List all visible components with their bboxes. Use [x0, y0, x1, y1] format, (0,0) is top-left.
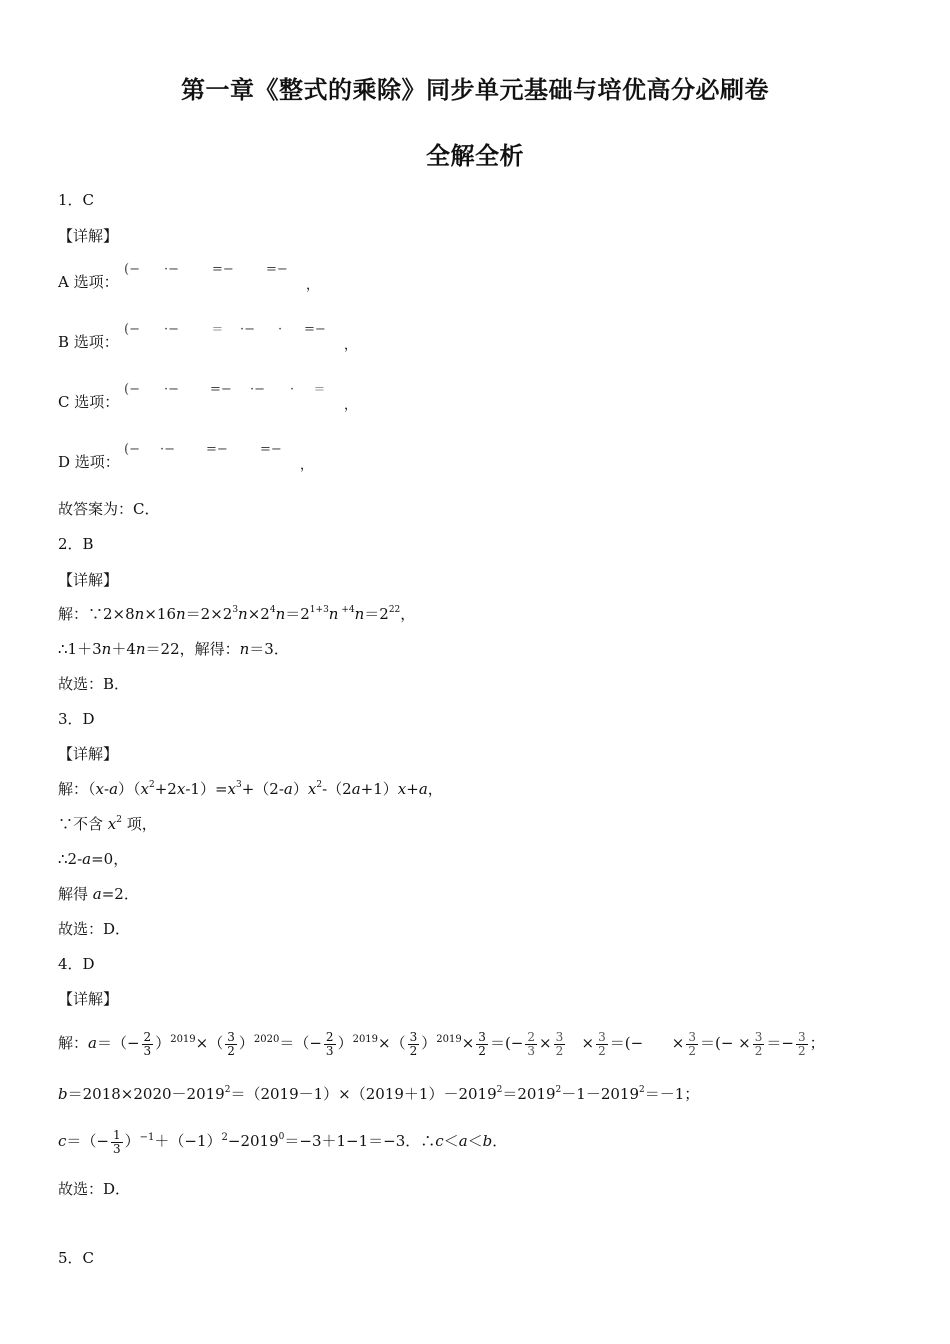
q4-solution-c: c＝（− $\frac{1}{3}$ ）$^{-1}+(-1)^2-2019^0=-3+1-1=-3$．∴c＜a＜b．	[58, 1127, 508, 1156]
q1-option-a-label: A 选项：	[58, 273, 119, 291]
q4-heading: 4．D	[58, 955, 95, 973]
q3-solution-line-4: 解得 a=2．	[58, 885, 139, 903]
formula-fragment: ·−	[250, 382, 266, 397]
formula-fragment: ·−	[160, 442, 176, 457]
q4-detail-label: 【详解】	[58, 990, 119, 1008]
formula-fragment: ，	[344, 398, 358, 413]
formula-fragment: =−	[210, 382, 232, 397]
q1-conclusion: 故答案为：C．	[58, 500, 160, 518]
formula-fragment: ，	[344, 338, 358, 353]
q1-option-d-label: D 选项：	[58, 453, 120, 471]
formula-fragment: ·−	[164, 382, 180, 397]
q2-conclusion: 故选：B．	[58, 675, 130, 693]
formula-fragment: (−	[124, 262, 140, 277]
formula-fragment: (−	[124, 382, 140, 397]
formula-fragment: ，	[306, 278, 320, 293]
document-subtitle: 全解全析	[426, 142, 524, 170]
formula-fragment: ·−	[164, 322, 180, 337]
formula-fragment: (−	[124, 442, 140, 457]
document-title: 第一章《整式的乘除》同步单元基础与培优高分必刷卷	[181, 76, 769, 104]
q3-conclusion: 故选：D．	[58, 920, 131, 938]
formula-fragment: ·	[278, 322, 283, 337]
q3-heading: 3．D	[58, 710, 95, 728]
q1-detail-label: 【详解】	[58, 227, 119, 245]
q1-option-c-label: C 选项：	[58, 393, 120, 411]
q1-option-b-label: B 选项：	[58, 333, 119, 351]
q2-solution-line-2: ∴1＋3n＋4n＝22，解得：n＝3．	[58, 640, 289, 658]
formula-fragment: =	[212, 322, 223, 337]
formula-fragment: (−	[124, 322, 140, 337]
q5-heading: 5．C	[58, 1249, 95, 1267]
formula-fragment: ·	[290, 382, 295, 397]
formula-fragment: =	[314, 382, 325, 397]
formula-fragment: =−	[206, 442, 228, 457]
formula-fragment: =−	[304, 322, 326, 337]
formula-fragment: ·−	[164, 262, 180, 277]
q2-heading: 2．B	[58, 535, 94, 553]
q2-solution-line-1: 解：$\because 2\times 8n\times 16n=2\times 2^3n\times 2^4n=2^{1+3}n$ $^{+4}n=2^{22}$，	[58, 605, 416, 623]
formula-fragment: ，	[300, 458, 314, 473]
q4-solution-a: 解：a＝（− $\frac{2}{3}$ ）$^{2019}$×（ $\frac{3}{2}$ ）$^{2020}$＝（− $\frac{2}{3}$ ）$^{2019}$×（ $\frac{3}{2}$ ）$^{2019}$× $\frac{3}{2}$ ＝(− $\frac{2}{3}$ × $\frac{3}{2}$ × $\frac{3}{2}$ ＝(− × $\frac{3}{2}$ ＝(− × $\frac{3}{2}$ ＝− $\frac{3}{2}$ ；	[58, 1029, 825, 1058]
formula-fragment: =−	[266, 262, 288, 277]
formula-fragment: ·−	[240, 322, 256, 337]
q3-solution-line-1: 解：$(x-a)(x^2+2x-1)=x^3+(2-a)x^2-(2a+1)x+a$，	[58, 780, 443, 798]
q3-solution-line-3: ∴2-a=0，	[58, 850, 129, 868]
formula-fragment: =−	[260, 442, 282, 457]
q4-solution-b: $b=2018\times 2020-2019^2=(2019-1)\times(2019+1)-2019^2=2019^2-1-2019^2=-1$；	[58, 1085, 700, 1103]
q2-detail-label: 【详解】	[58, 571, 119, 589]
q3-solution-line-2: ∵不含 $x^2$ 项，	[58, 815, 157, 833]
formula-fragment: =−	[212, 262, 234, 277]
q1-heading: 1．C	[58, 191, 95, 209]
q4-conclusion: 故选：D．	[58, 1180, 131, 1198]
q3-detail-label: 【详解】	[58, 745, 119, 763]
